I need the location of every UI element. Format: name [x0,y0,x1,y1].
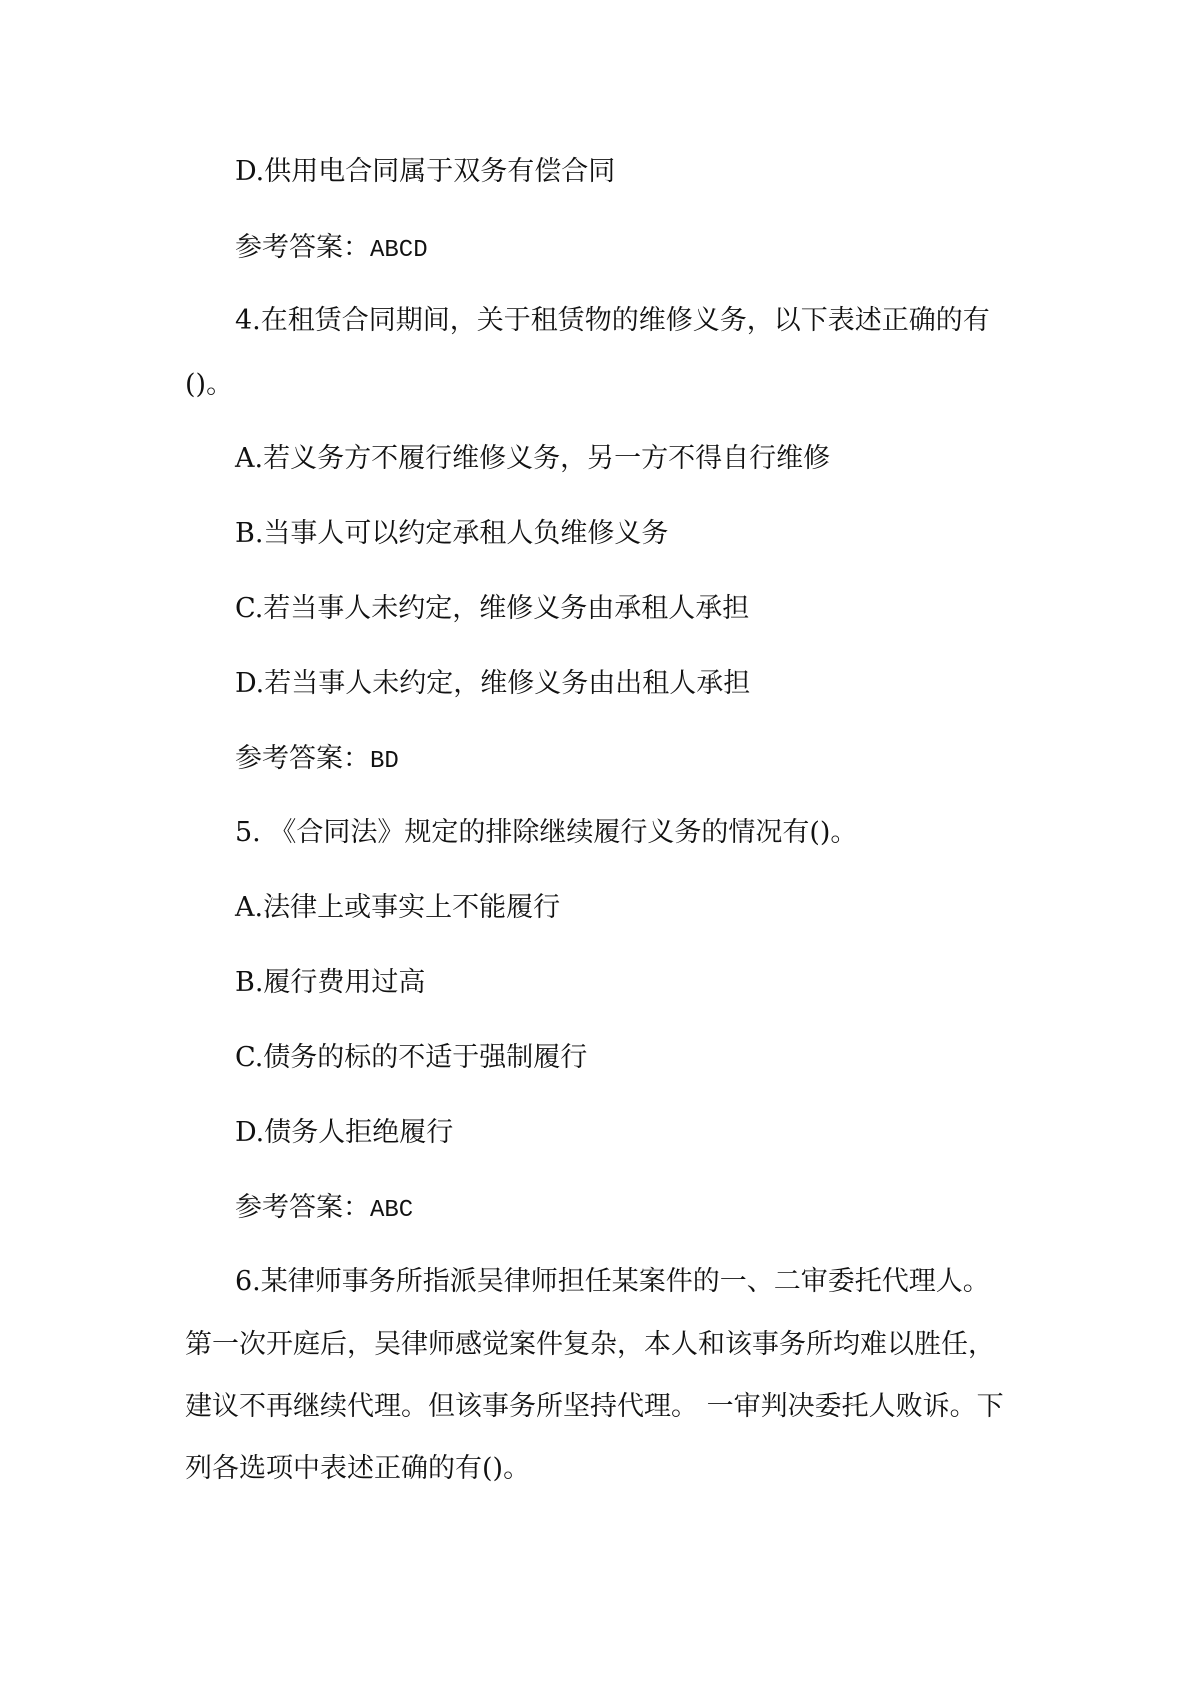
q6-stem-line-2: 第一次开庭后，吴律师感觉案件复杂，本人和该事务所均难以胜任， [185,1329,995,1360]
q4-option-a: A.若义务方不履行维修义务，另一方不得自行维修 [235,443,831,474]
q4-stem-line-1: 4.在租赁合同期间，关于租赁物的维修义务，以下表述正确的有 [235,305,990,336]
q6-stem-line-4: 列各选项中表述正确的有()。 [185,1453,531,1484]
answer-label: 参考答案： [235,1192,370,1223]
answer-value: ABCD [370,237,428,264]
q4-option-b: B.当事人可以约定承租人负维修义务 [235,518,669,549]
q5-option-b: B.履行费用过高 [235,967,426,998]
q6-stem-line-3: 建议不再继续代理。但该事务所坚持代理。 一审判决委托人败诉。下 [185,1391,1004,1422]
answer-value: ABC [370,1197,414,1224]
q6-stem-line-1: 6.某律师事务所指派吴律师担任某案件的一、二审委托代理人。 [235,1266,990,1297]
q4-option-c: C.若当事人未约定，维修义务由承租人承担 [235,593,750,624]
q4-option-d: D.若当事人未约定，维修义务由出租人承担 [235,668,751,699]
q3-option-d: D.供用电合同属于双务有偿合同 [235,156,616,187]
answer-value: BD [370,748,399,775]
answer-label: 参考答案： [235,232,370,263]
answer-label: 参考答案： [235,743,370,774]
q5-option-c: C.债务的标的不适于强制履行 [235,1042,588,1073]
q4-answer [235,741,399,780]
q4-stem-line-2: ()。 [185,369,234,400]
q5-answer [235,1190,413,1229]
q5-stem: 5. 《合同法》规定的排除继续履行义务的情况有()。 [235,817,858,848]
q5-option-d: D.债务人拒绝履行 [235,1117,454,1148]
q3-answer [235,230,428,269]
q5-option-a: A.法律上或事实上不能履行 [235,892,561,923]
